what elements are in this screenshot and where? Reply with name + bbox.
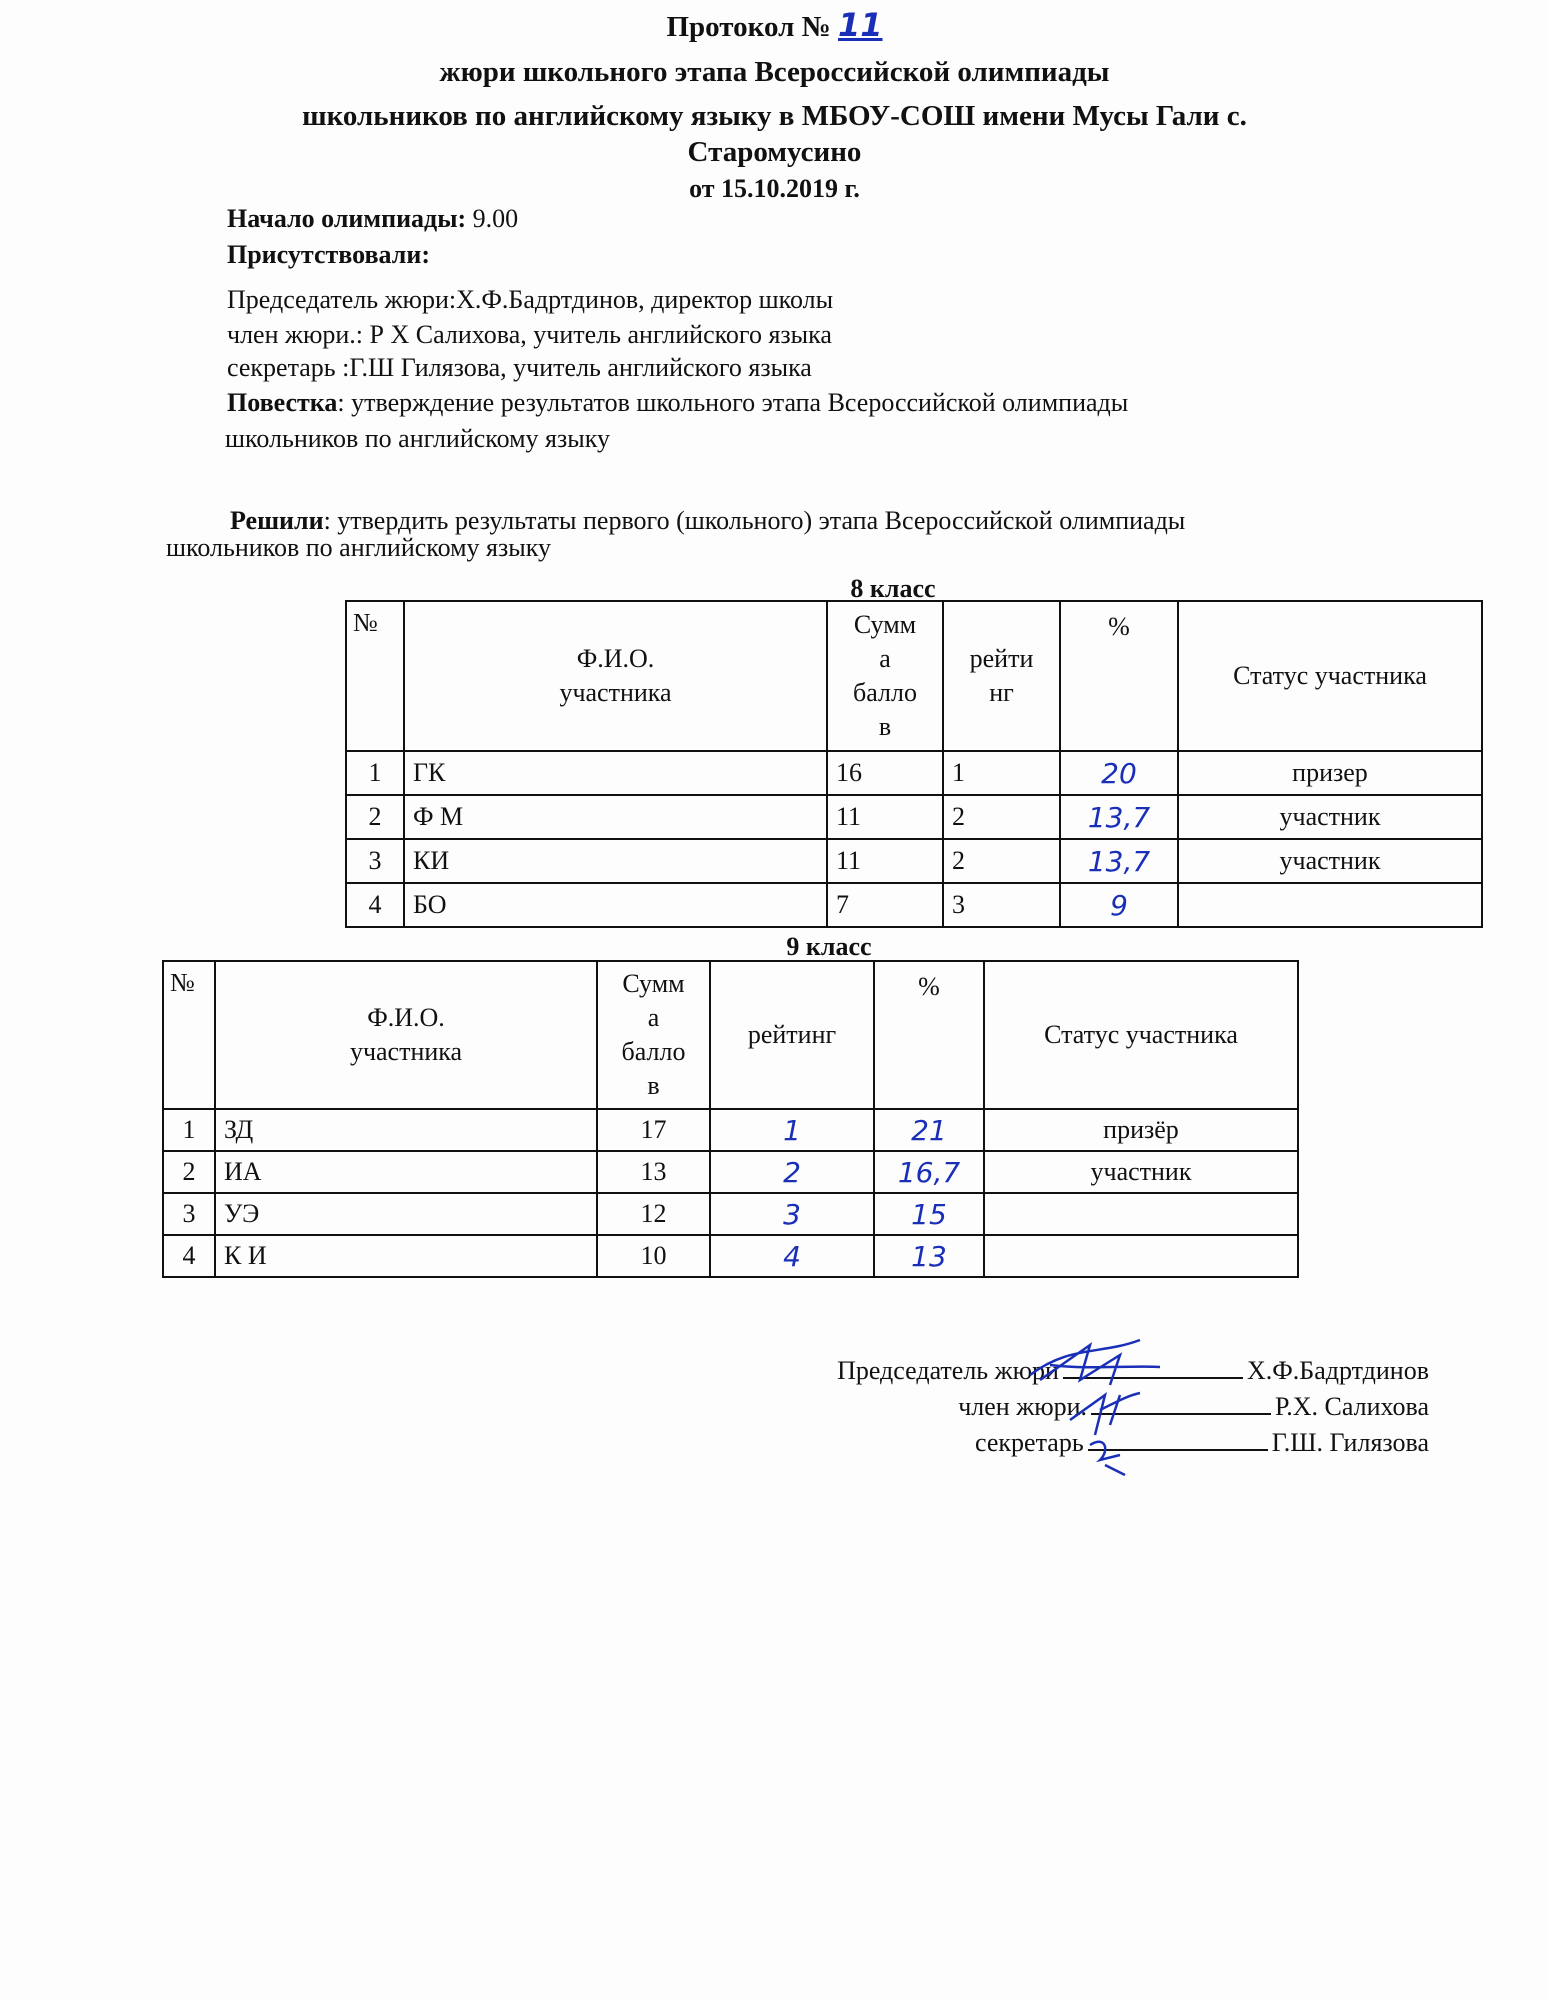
score: 7 — [827, 883, 943, 927]
status: участник — [984, 1151, 1298, 1193]
rank: 1 — [710, 1109, 874, 1151]
status: участник — [1178, 795, 1482, 839]
col-percent: % — [1060, 601, 1178, 751]
rank: 3 — [943, 883, 1060, 927]
percent: 13 — [874, 1235, 984, 1277]
signature-name: Р.Х. Салихова — [1275, 1392, 1429, 1421]
table-row — [163, 1109, 1298, 1151]
col-status: Статус участника — [984, 961, 1298, 1109]
results-table-grade-8 — [345, 600, 1483, 928]
table-header-row — [346, 601, 1482, 751]
decision — [230, 506, 1185, 536]
status — [984, 1235, 1298, 1277]
participant-name: К И — [215, 1235, 597, 1277]
table-row — [163, 1235, 1298, 1277]
decision-text-2: школьников по английскому языку — [166, 533, 552, 562]
percent: 13,7 — [1060, 839, 1178, 883]
col-number: № — [163, 961, 215, 1109]
title-line-4: Старомусино — [687, 136, 862, 168]
signature-name: Х.Ф.Бадртдинов — [1246, 1356, 1429, 1385]
agenda-text-2: школьников по английскому языку — [225, 424, 611, 453]
score: 12 — [597, 1193, 710, 1235]
table-row — [346, 839, 1482, 883]
col-score: Сумм а балло в — [827, 601, 943, 751]
participant-name: Ф М — [404, 795, 827, 839]
participant-name: ИА — [215, 1151, 597, 1193]
col-number: № — [346, 601, 404, 751]
agenda-label: Повестка — [227, 388, 338, 417]
col-score: Сумм а балло в — [597, 961, 710, 1109]
col-rank: рейтинг — [710, 961, 874, 1109]
row-number: 2 — [163, 1151, 215, 1193]
protocol-title — [0, 6, 1549, 44]
percent: 20 — [1060, 751, 1178, 795]
decision-text: : утвердить результаты первого (школьного) этапа Всероссийской олимпиады — [323, 506, 1186, 535]
present-label — [227, 240, 430, 270]
start-label: Начало олимпиады: — [227, 204, 467, 233]
table-row — [163, 1193, 1298, 1235]
signature-role: Председатель жюри — [837, 1356, 1059, 1385]
row-number: 1 — [346, 751, 404, 795]
row-number: 3 — [163, 1193, 215, 1235]
rank: 2 — [943, 795, 1060, 839]
status: призер — [1178, 751, 1482, 795]
table-header-row — [163, 961, 1298, 1109]
title-line-3: школьников по английскому языку в МБОУ-СОШ имени Мусы Гали с. — [302, 100, 1247, 132]
table-row — [163, 1151, 1298, 1193]
participant-name: ГК — [404, 751, 827, 795]
protocol-date: от 15.10.2019 г. — [689, 174, 860, 203]
percent: 15 — [874, 1193, 984, 1235]
member-line: член жюри.: Р Х Салихова, учитель английского языка — [227, 320, 832, 349]
table8-caption: 8 класс — [850, 574, 936, 603]
score: 11 — [827, 839, 943, 883]
col-status: Статус участника — [1178, 601, 1482, 751]
col-name: Ф.И.О. участника — [215, 961, 597, 1109]
status: участник — [1178, 839, 1482, 883]
participant-name: КИ — [404, 839, 827, 883]
status: призёр — [984, 1109, 1298, 1151]
present-label-text: Присутствовали: — [227, 240, 430, 269]
status — [1178, 883, 1482, 927]
row-number: 3 — [346, 839, 404, 883]
score: 17 — [597, 1109, 710, 1151]
table9-caption: 9 класс — [786, 932, 872, 961]
decision-label: Решили — [230, 506, 324, 535]
col-name: Ф.И.О. участника — [404, 601, 827, 751]
score: 10 — [597, 1235, 710, 1277]
participant-name: ЗД — [215, 1109, 597, 1151]
start-time — [227, 204, 518, 234]
table-row — [346, 795, 1482, 839]
col-percent: % — [874, 961, 984, 1109]
secretary-line: секретарь :Г.Ш Гилязова, учитель английского языка — [227, 353, 812, 382]
row-number: 4 — [163, 1235, 215, 1277]
title-line-2: жюри школьного этапа Всероссийской олимпиады — [439, 56, 1110, 88]
rank: 2 — [943, 839, 1060, 883]
rank: 3 — [710, 1193, 874, 1235]
participant-name: БО — [404, 883, 827, 927]
percent: 9 — [1060, 883, 1178, 927]
start-value: 9.00 — [466, 204, 519, 233]
percent: 16,7 — [874, 1151, 984, 1193]
rank: 4 — [710, 1235, 874, 1277]
participant-name: УЭ — [215, 1193, 597, 1235]
score: 13 — [597, 1151, 710, 1193]
agenda — [227, 388, 1128, 418]
row-number: 2 — [346, 795, 404, 839]
chair-line: Председатель жюри:Х.Ф.Бадртдинов, директор школы — [227, 285, 834, 314]
col-rank: рейти нг — [943, 601, 1060, 751]
table-row — [346, 883, 1482, 927]
table-row — [346, 751, 1482, 795]
score: 16 — [827, 751, 943, 795]
handwritten-signatures-icon — [1010, 1325, 1190, 1485]
signature-name: Г.Ш. Гилязова — [1271, 1428, 1429, 1457]
signature-role: секретарь — [975, 1428, 1084, 1457]
signature-role: член жюри. — [958, 1392, 1088, 1421]
score: 11 — [827, 795, 943, 839]
percent: 21 — [874, 1109, 984, 1151]
status — [984, 1193, 1298, 1235]
row-number: 4 — [346, 883, 404, 927]
rank: 1 — [943, 751, 1060, 795]
row-number: 1 — [163, 1109, 215, 1151]
protocol-number: 11 — [838, 6, 883, 44]
percent: 13,7 — [1060, 795, 1178, 839]
title-prefix: Протокол № — [666, 11, 831, 43]
rank: 2 — [710, 1151, 874, 1193]
agenda-text: : утверждение результатов школьного этапа Всероссийской олимпиады — [337, 388, 1129, 417]
results-table-grade-9 — [162, 960, 1299, 1278]
